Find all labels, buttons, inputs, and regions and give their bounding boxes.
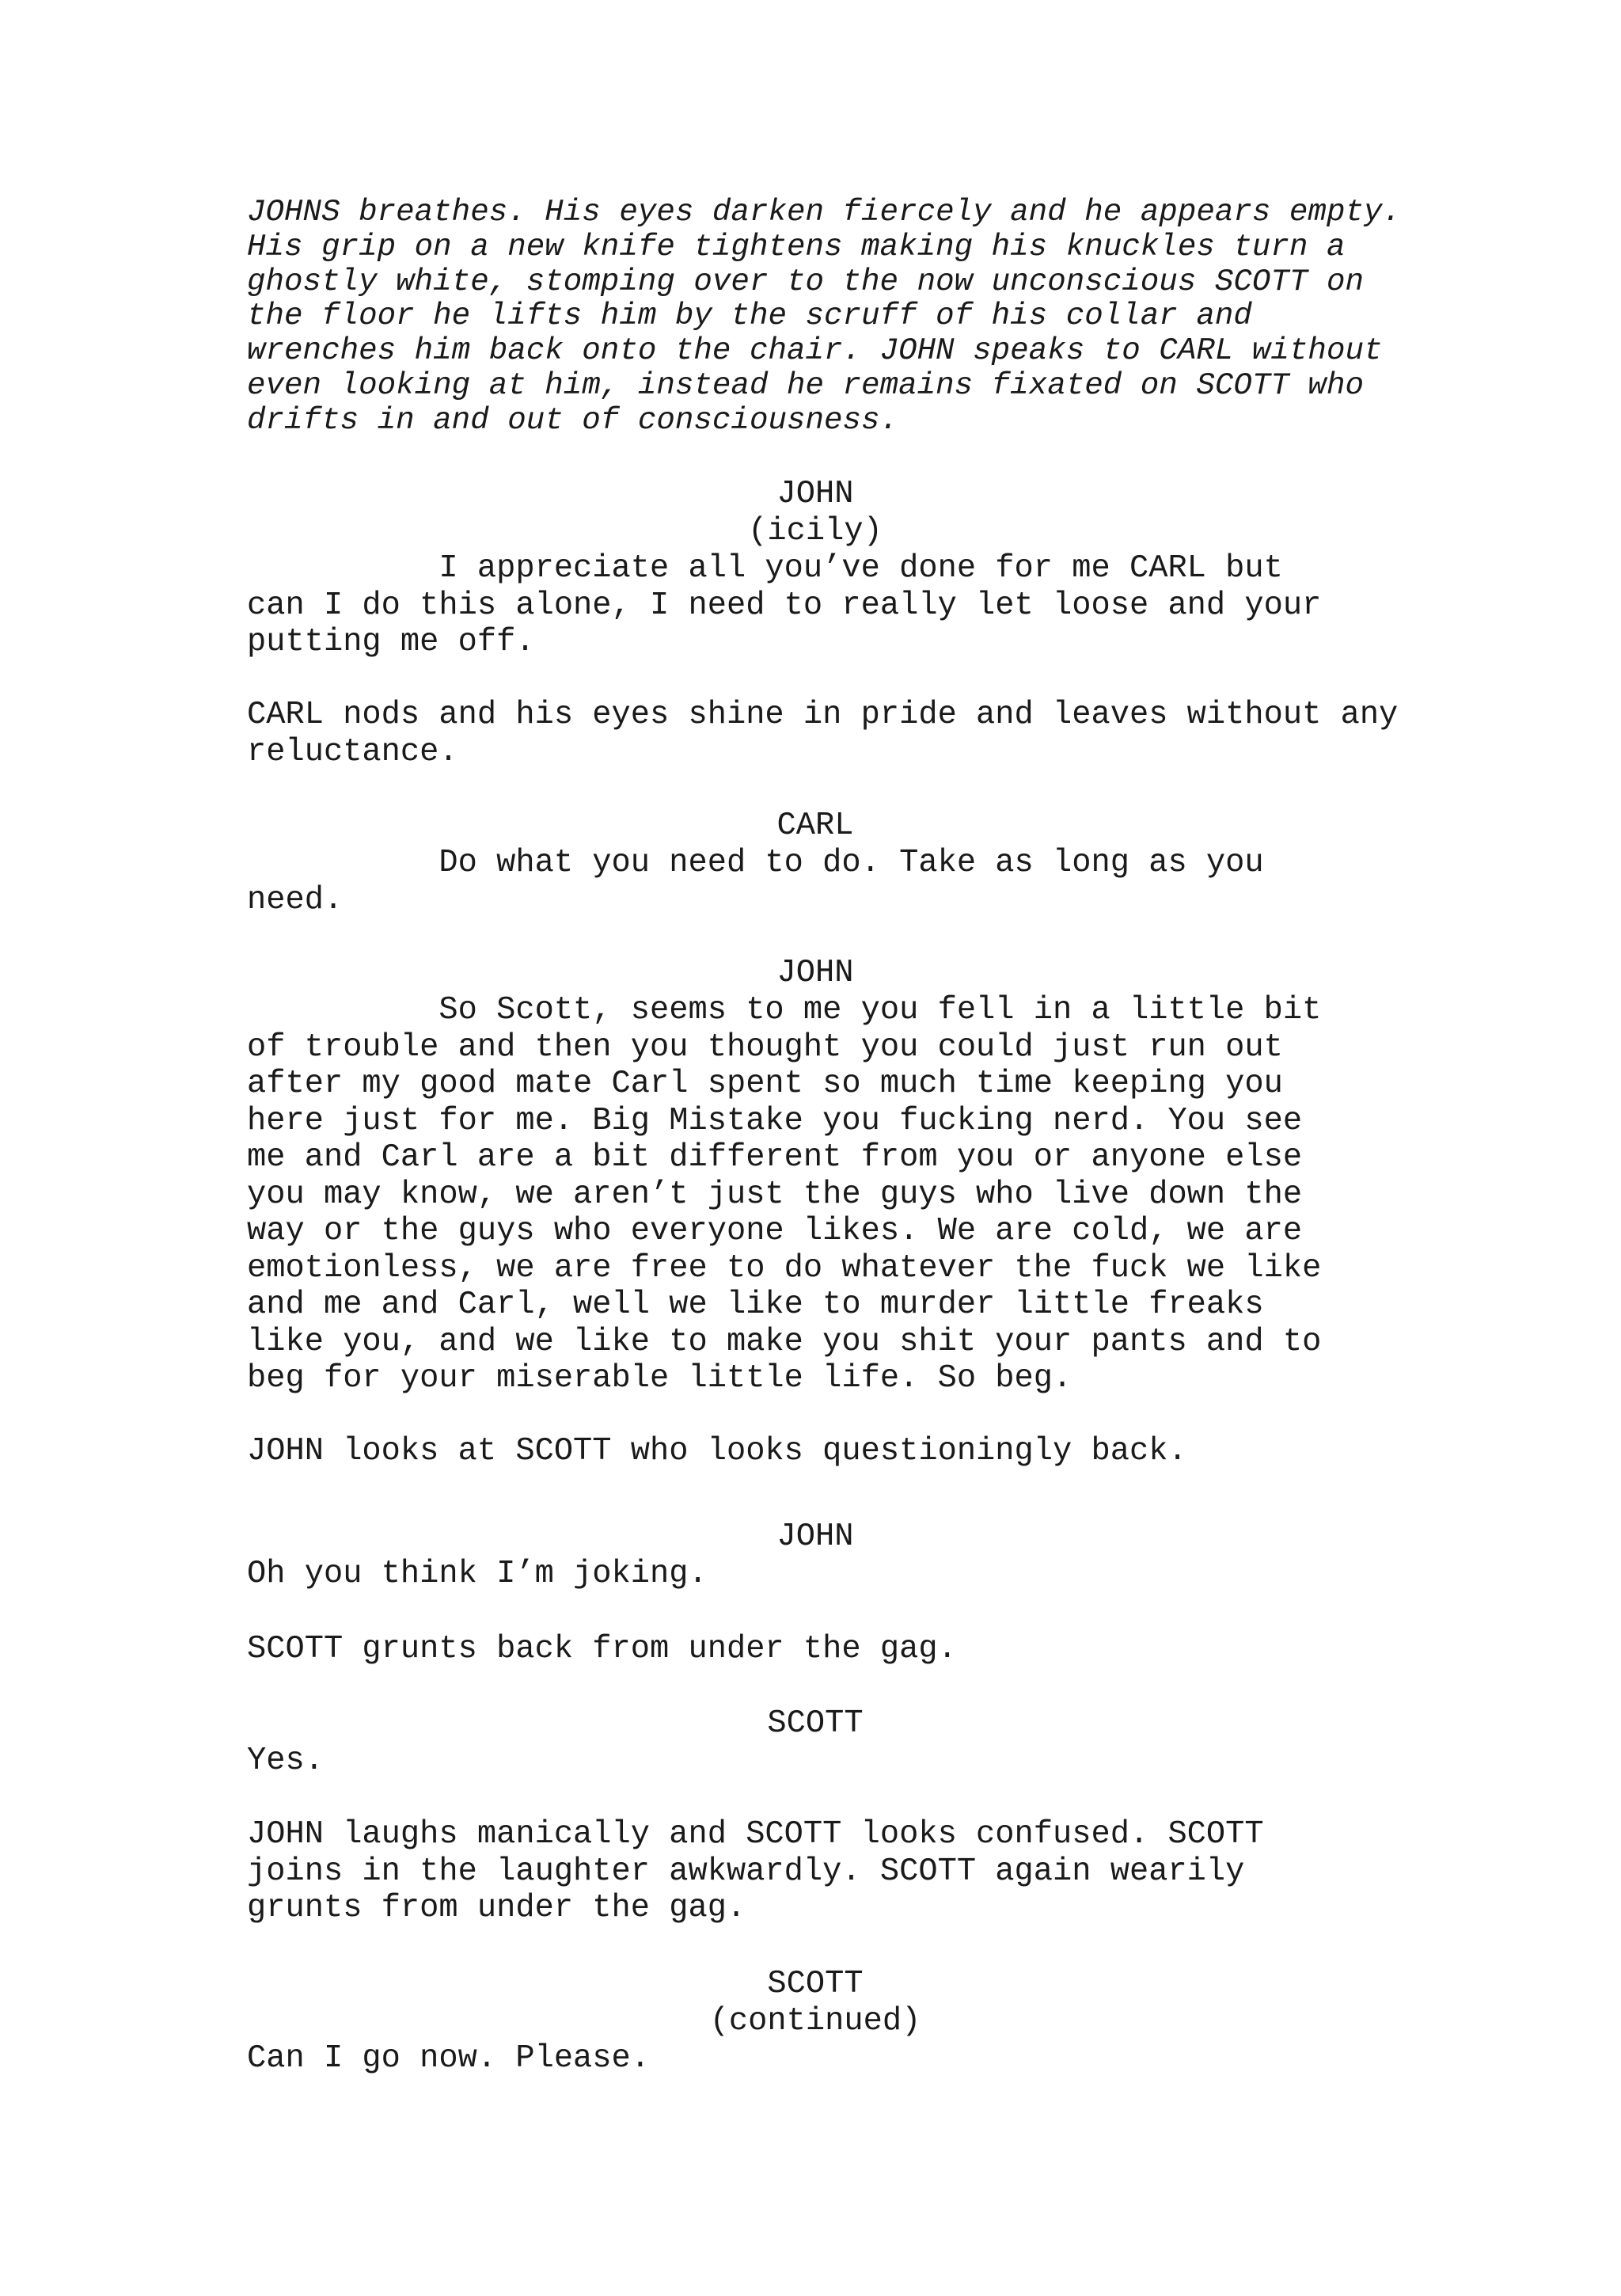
character-cue: SCOTT [767,1705,864,1742]
dialogue: Do what you need to do. Take as long as you need. [247,845,1264,918]
action-paragraph: JOHNS breathes. His eyes darken fiercely and he appears empty. His grip on a new knife tightens making his knuckles turn a ghostly white, stomping over to the now unconscious SCOTT on the floor he lifts him by the scruff of his collar and wrenches him back onto the chair. JOHN speaks to CARL without even looking at him, instead he remains fixated on SCOTT who drifts in and out of consciousness. [247,194,1402,438]
action-paragraph: SCOTT grunts back from under the gag. [247,1631,957,1667]
dialogue: Yes. [247,1743,324,1779]
character-cue: JOHN [776,955,854,991]
parenthetical: (icily) [748,513,883,549]
dialogue: I appreciate all you’ve done for me CARL but can I do this alone, I need to really let loose and your putting me off. [247,550,1322,660]
action-paragraph: JOHN looks at SCOTT who looks questioningly back. [247,1433,1187,1469]
dialogue: So Scott, seems to me you fell in a little bit of trouble and then you thought you could just run out after my good mate Carl spent so much time keeping you here just for me. Big Mistake you fucking nerd. You see me and Carl are a bit different from you or anyone else you may know, we aren’t just the guys who live down the way or the guys who everyone likes. We are cold, we are emotionless, we are free to do whatever the fuck we like and me and Carl, well we like to murder little freaks like you, and we like to make you shit your pants and to beg for your miserable little life. So beg. [247,992,1322,1397]
action-paragraph: CARL nods and his eyes shine in pride and leaves without any reluctance. [247,697,1399,770]
character-cue: CARL [776,808,854,844]
parenthetical: (continued) [709,2003,921,2039]
action-paragraph: JOHN laughs manically and SCOTT looks confused. SCOTT joins in the laughter awkwardly. SCOTT again wearily grunts from under the gag. [247,1816,1264,1926]
character-cue: JOHN [776,1519,854,1555]
dialogue: Can I go now. Please. [247,2040,651,2077]
character-cue: JOHN [776,476,854,512]
dialogue: Oh you think I’m joking. [247,1556,708,1592]
character-cue: SCOTT [767,1966,864,2002]
